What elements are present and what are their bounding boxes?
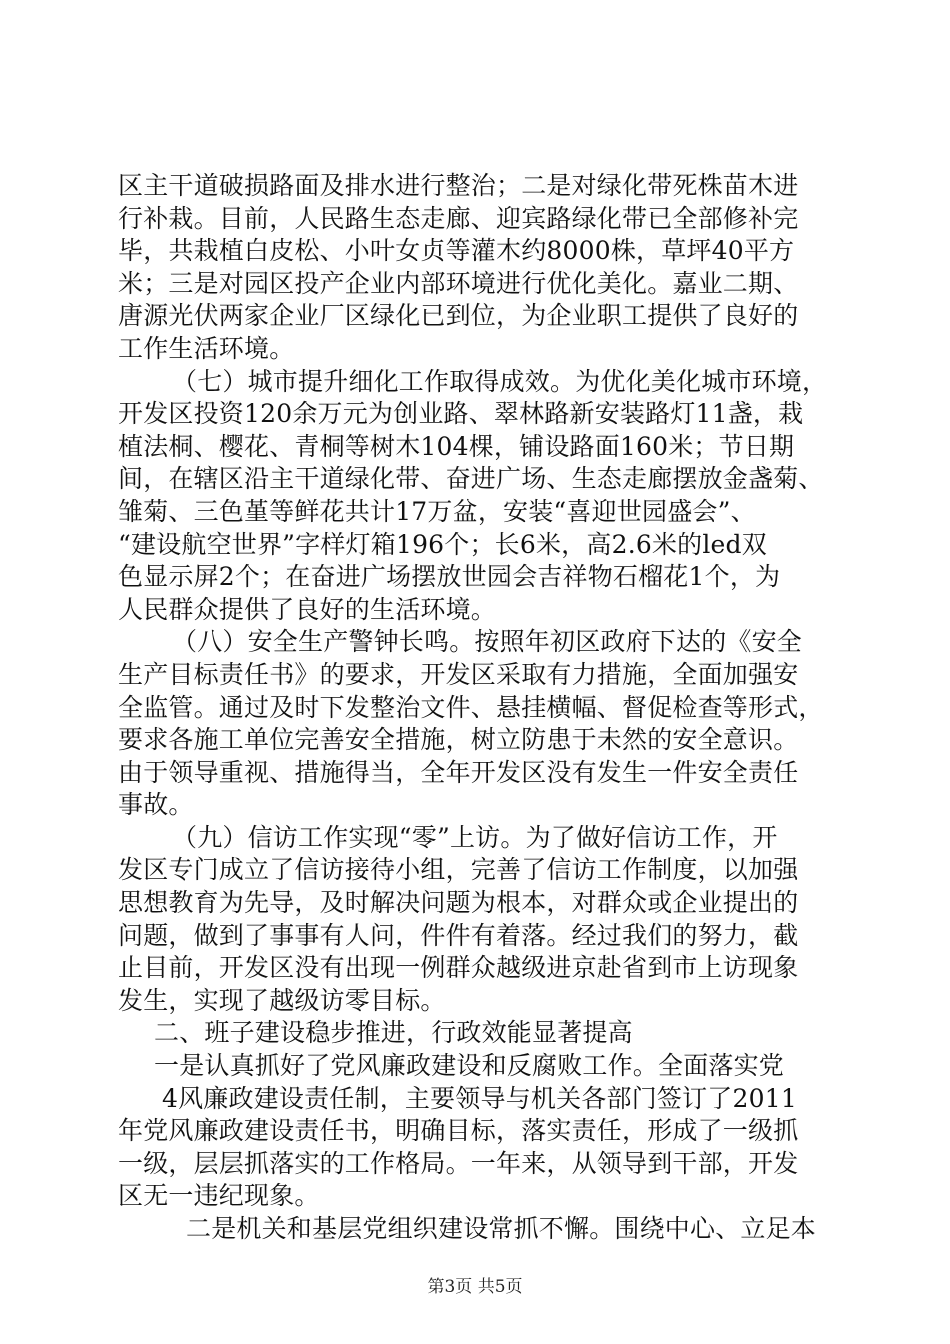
paragraph-heading-7: （七）城市提升细化工作取得成效。为优化美化城市环境，: [172, 366, 828, 396]
text-line: 区主干道破损路面及排水进行整治；二是对绿化带死株苗木进: [118, 171, 799, 200]
text-line: 思想教育为先导，及时解决问题为根本，对群众或企业提出的: [118, 888, 799, 918]
text-line: 行补栽。目前，人民路生态走廊、迎宾路绿化带已全部修补完: [118, 203, 799, 233]
text-line: 米；三是对园区投产企业内部环境进行优化美化。嘉业二期、: [118, 268, 799, 298]
document-body: [118, 170, 840, 1246]
text-line: 工作生活环境。: [118, 333, 295, 363]
text-line: 问题，做到了事事有人问，件件有着落。经过我们的努力，截: [118, 920, 799, 950]
text-line: 植法桐、樱花、青桐等树木104棵，铺设路面160米；节日期: [118, 431, 795, 461]
text-line: 唐源光伏两家企业厂区绿化已到位，为企业职工提供了良好的: [118, 301, 799, 331]
paragraph-heading-9: （九）信访工作实现“零”上访。为了做好信访工作，开: [172, 822, 778, 852]
text-line: 间，在辖区沿主干道绿化带、奋进广场、生态走廊摆放金盏菊、: [118, 464, 824, 494]
text-line: 一是认真抓好了党风廉政建设和反腐败工作。全面落实党: [154, 1051, 785, 1081]
text-line: 全监管。通过及时下发整治文件、悬挂横幅、督促检查等形式，: [118, 692, 824, 722]
text-line: 毕，共栽植白皮松、小叶女贞等灌木约8000株，草坪40平方: [118, 236, 795, 266]
text-line: 雏菊、三色堇等鲜花共计17万盆，安装“喜迎世园盛会”、: [118, 496, 756, 526]
paragraph-heading-8: （八）安全生产警钟长鸣。按照年初区政府下达的《安全: [172, 627, 803, 657]
text-line: 生产目标责任书》的要求，开发区采取有力措施，全面加强安: [118, 659, 799, 689]
text-line: 要求各施工单位完善安全措施，树立防患于未然的安全意识。: [118, 725, 799, 755]
text-line: 色显示屏2个；在奋进广场摆放世园会吉祥物石榴花1个，为: [118, 562, 781, 592]
text-line: 事故。: [118, 790, 194, 820]
text-line: 二是机关和基层党组织建设常抓不懈。围绕中心、立足本: [186, 1214, 817, 1243]
text-line: 4风廉政建设责任制，主要领导与机关各部门签订了2011: [162, 1083, 797, 1113]
text-line: 开发区投资120余万元为创业路、翠林路新安装路灯11盏，栽: [118, 399, 804, 429]
text-line: 年党风廉政建设责任书，明确目标，落实责任，形成了一级抓: [118, 1116, 799, 1146]
section-heading-2: 二、班子建设稳步推进，行政效能显著提高: [154, 1018, 633, 1048]
text-line: 发区专门成立了信访接待小组，完善了信访工作制度，以加强: [118, 855, 799, 885]
text-line: 人民群众提供了良好的生活环境。: [118, 594, 497, 624]
text-line: 止目前，开发区没有出现一例群众越级进京赴省到市上访现象: [118, 953, 799, 983]
text-line: 由于领导重视、措施得当，全年开发区没有发生一件安全责任: [118, 757, 799, 787]
text-line: 一级，层层抓落实的工作格局。一年来，从领导到干部，开发: [118, 1148, 799, 1178]
page-number-footer: 第3页 共5页: [427, 1277, 523, 1297]
text-line: “建设航空世界”字样灯箱196个；长6米，高2.6米的led双: [118, 529, 767, 559]
text-line: 区无一违纪现象。: [118, 1181, 320, 1211]
text-line: 发生，实现了越级访零目标。: [118, 985, 446, 1015]
